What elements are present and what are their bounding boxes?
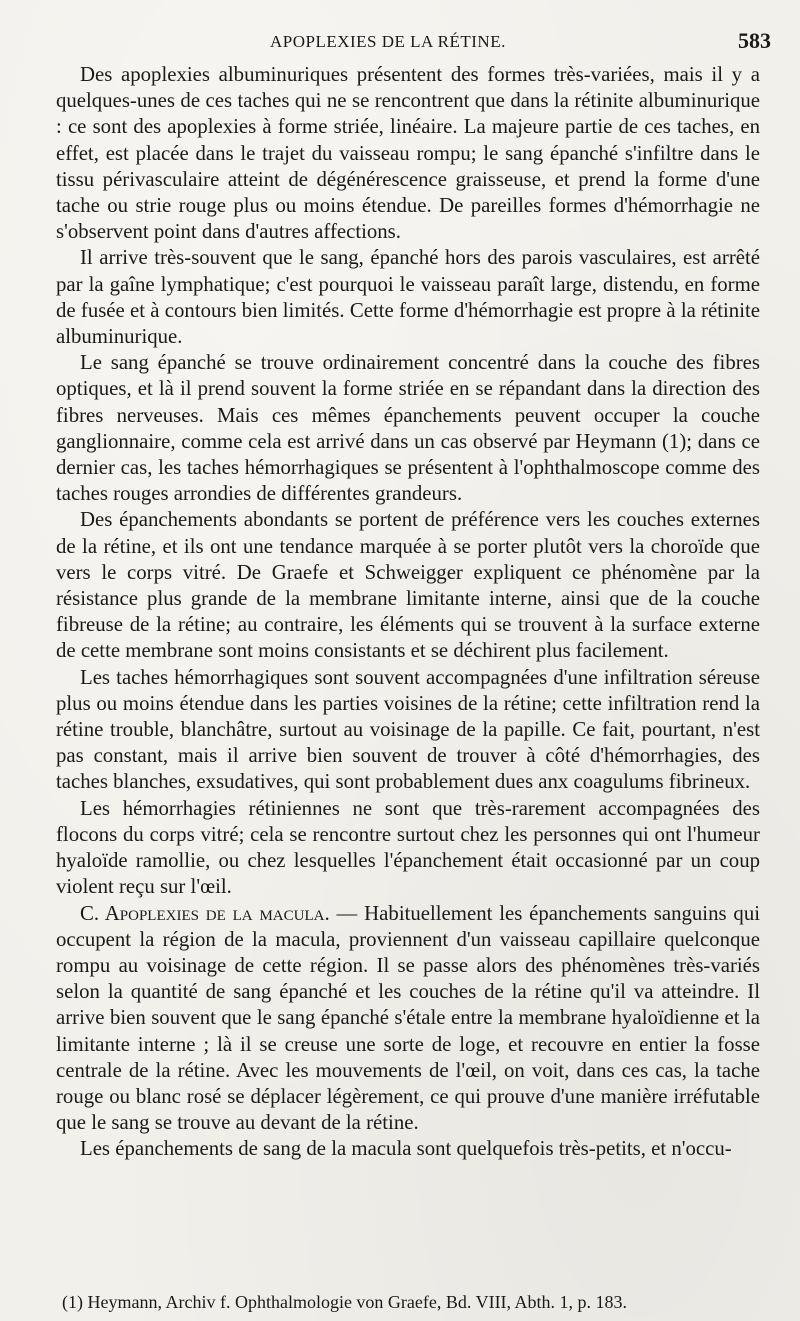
- paragraph-8: Les épanchements de sang de la macula sont quelquefois très-petits, et n'occu-: [80, 1137, 732, 1161]
- paragraph-7-text: — Habituellement les épanchements sanguins qui occupent la région de la macula, proviennent d'un vaisseau capillaire quelconque rompu au voisinage de cette région. Il se passe alors des phénomènes très-variés selon la quantité de sang épanché et les couches de la rétine qu'il va atteindre. Il arrive bien souvent que le sang épanché s'étale entre la membrane hyaloïdienne et la limitante interne ; là il se creuse une sorte de loge, et recouvre en entier la fosse centrale de la rétine. Avec les mouvements de l'œil, on voit, dans ces cas, la tache rouge ou blanc rosé se déplacer légèrement, ce qui prouve d'une manière irréfutable que le sang se trouve au devant de la rétine.: [56, 901, 760, 1135]
- paragraph-4: Des épanchements abondants se portent de préférence vers les couches externes de la rétine, et ils ont une tendance marquée à se porter plutôt vers la choroïde que vers le corps vitré. De Graefe et Schweigger expliquent ce phénomène par la résistance plus grande de la membrane limitante interne, ainsi que de la couche fibreuse de la rétine; au contraire, les éléments qui se trouvent à la surface externe de cette membrane sont moins consistants et se déchirent plus facilement.: [56, 508, 760, 663]
- running-title: APOPLEXIES DE LA RÉTINE.: [270, 32, 506, 51]
- page-number: 583: [738, 28, 771, 53]
- paragraph-2: Il arrive très-souvent que le sang, épanché hors des parois vasculaires, est arrêté par la gaîne lymphatique; c'est pourquoi le vaisseau paraît large, distendu, en forme de fusée et à contours bien limités. Cette forme d'hémorrhagie est propre à la rétinite albuminurique.: [56, 246, 760, 349]
- body-text: [56, 62, 760, 1163]
- footnote: (1) Heymann, Archiv f. Ophthalmologie von Graefe, Bd. VIII, Abth. 1, p. 183.: [62, 1292, 628, 1312]
- paragraph-3: Le sang épanché se trouve ordinairement concentré dans la couche des fibres optiques, et là il prend souvent la forme striée en se répandant dans la direction des fibres nerveuses. Mais ces mêmes épanchements peuvent occuper la couche ganglionnaire, comme cela est arrivé dans un cas observé par Heymann (1); dans ce dernier cas, les taches hémorrhagiques se présentent à l'ophthalmoscope comme des taches rouges arrondies de différentes grandeurs.: [56, 351, 760, 506]
- paragraph-7: [56, 901, 760, 1137]
- paragraph-5: Les taches hémorrhagiques sont souvent accompagnées d'une infiltration séreuse plus ou moins étendue dans les parties voisines de la rétine; cette infiltration rend la rétine trouble, blanchâtre, surtout au voisinage de la papille. Ce fait, pourtant, n'est pas constant, mais il arrive bien souvent de trouver à côté d'hémorrhagies, des taches blanches, exsudatives, qui sont probablement dues anx coagulums fibrineux.: [56, 665, 760, 794]
- page-header: [0, 26, 800, 56]
- paragraph-6: Les hémorrhagies rétiniennes ne sont que très-rarement accompagnées des flocons du corps vitré; cela se rencontre surtout chez les personnes qui ont l'humeur hyaloïde ramollie, ou chez lesquelles l'épanchement était occasionné par un coup violent reçu sur l'œil.: [56, 796, 760, 899]
- paragraph-1: Des apoplexies albuminuriques présentent des formes très-variées, mais il y a quelques-unes de ces taches qui ne se rencontrent que dans la rétinite albuminurique : ce sont des apoplexies à forme striée, linéaire. La majeure partie de ces taches, en effet, est placée dans le trajet du vaisseau rompu; le sang épanché s'infiltre dans le tissu périvasculaire atteint de dégénérescence graisseuse, et prend la forme d'une tache ou strie rouge plus ou moins étendue. De pareilles formes d'hémorrhagie ne s'observent point dans d'autres affections.: [56, 63, 760, 244]
- section-heading: C. Apoplexies de la macula.: [80, 901, 330, 925]
